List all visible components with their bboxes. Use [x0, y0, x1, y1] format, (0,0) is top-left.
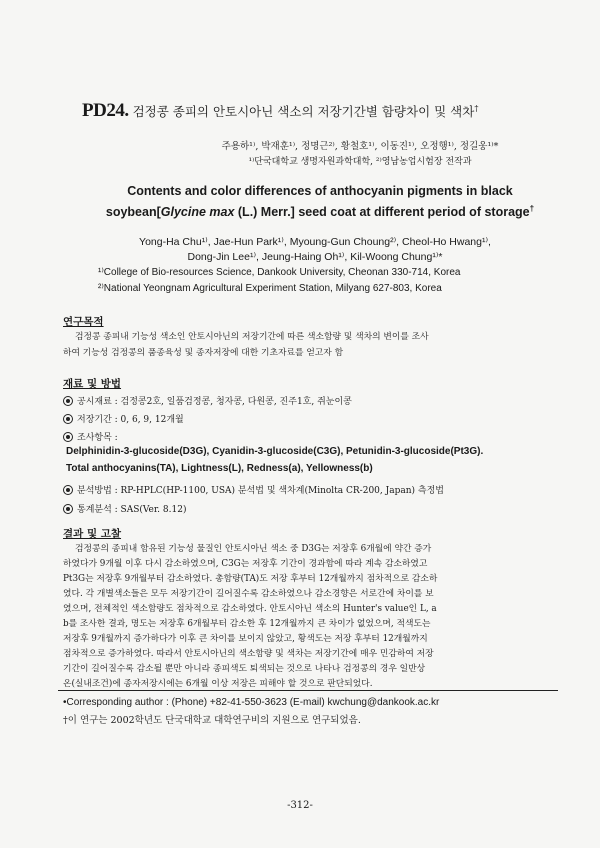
results-line: 검정콩의 종피내 함유된 기능성 물질인 안토시아닌 색소 중 D3G는 저장후 6개월에 약간 증가	[75, 544, 432, 554]
results-line: 하였다가 9개월 이후 다시 감소하였으며, C3G는 저장후 기간이 경과함에 따라 계속 감소하였고	[63, 559, 428, 569]
paper-title-en-line1: Contents and color differences of anthocyanin pigments in black	[127, 184, 513, 198]
species-name: Glycine max	[160, 205, 235, 220]
authors-en-line2: Dong-Jin Lee¹⁾, Jeung-Haing Oh¹⁾, Kil-Woong Chung¹⁾*	[187, 251, 443, 263]
results-line: b를 조사한 결과, 명도는 저장후 6개월부터 감소한 후 12개월까지 큰 차이가 없었으며, 적색도는	[63, 619, 431, 629]
method-item	[63, 430, 118, 443]
method-item	[63, 394, 352, 407]
bullet-icon	[63, 504, 73, 514]
bullet-icon	[63, 432, 73, 442]
results-line: Pt3G는 저장후 9개월부터 감소하였다. 총함량(TA)도 저장 후부터 12개월까지 점차적으로 감소하	[63, 574, 438, 584]
objective-line-1: 검정콩 종피내 기능성 색소인 안토시아닌의 저장기간에 따른 색소함량 및 색차의 변이를 조사	[75, 332, 429, 342]
method-text: 통계분석 : SAS(Ver. 8.12)	[77, 505, 187, 515]
bullet-icon	[63, 414, 73, 424]
results-line: 저장후 9개월까지 증가하다가 이후 큰 차이를 보이지 않았고, 황색도는 저장 후부터 12개월까지	[63, 634, 428, 644]
acknowledgement: †이 연구는 2002학년도 단국대학교 대학연구비의 지원으로 연구되었음.	[63, 715, 361, 726]
affiliation-en-2: ²⁾National Yeongnam Agricultural Experiment Station, Milyang 627-803, Korea	[98, 283, 442, 294]
method-text: 저장기간 : 0, 6, 9, 12개월	[77, 415, 184, 425]
results-line: 였다. 각 개별색소들은 모두 저장기간이 길어질수록 감소하였으나 감소경향은 서로간에 차이를 보	[63, 589, 434, 599]
title-en-part-c: (L.) Merr.] seed coat at different period of storage	[234, 205, 530, 220]
bullet-icon	[63, 485, 73, 495]
authors-kr: 주용하¹⁾, 박재훈¹⁾, 정명근²⁾, 황철호¹⁾, 이동진¹⁾, 오정행¹⁾, 정길웅¹⁾*	[221, 141, 499, 152]
method-item	[63, 412, 184, 425]
method-item	[63, 502, 186, 515]
results-line: 온(실내조건)에 종자저장시에는 6개월 이상 저장은 피해야 할 것으로 판단되었다.	[63, 679, 373, 689]
affiliation-kr: ¹⁾단국대학교 생명자원과학대학, ²⁾영남농업시험장 전작과	[248, 157, 472, 167]
results-heading: 결과 및 고찰	[63, 528, 122, 540]
method-text: 공시재료 : 검정콩2호, 일품검정콩, 청자콩, 다원콩, 진주1호, 쥐눈이콩	[77, 397, 352, 407]
paper-title-kr	[82, 100, 478, 122]
methods-heading: 재료 및 방법	[63, 378, 122, 390]
footer-divider	[58, 690, 558, 691]
paper-title-en-line2	[0, 204, 600, 219]
method-item	[63, 483, 444, 496]
bullet-icon	[63, 396, 73, 406]
page-number: -312-	[287, 800, 313, 811]
method-text: 분석방법 : RP-HPLC(HP-1100, USA) 분석법 및 색차계(Minolta CR-200, Japan) 측정법	[77, 486, 444, 496]
authors-en-line1: Yong-Ha Chu¹⁾, Jae-Hun Park¹⁾, Myoung-Gun Choung²⁾, Cheol-Ho Hwang¹⁾,	[139, 236, 491, 248]
results-line: 였으며, 전체적인 색소함량도 점차적으로 감소하였다. 안토시아닌 색소의 Hunter's value인 L, a	[63, 604, 437, 614]
survey-items-line1: Delphinidin-3-glucoside(D3G), Cyanidin-3-glucoside(C3G), Petunidin-3-glucoside(Pt3G).	[66, 446, 484, 457]
results-line: 기간이 길어질수록 감소될 뿐만 아니라 종피색도 퇴색되는 것으로 나타나 검정콩의 경우 일반상	[63, 664, 426, 674]
title-kr-text: 검정콩 종피의 안토시아닌 색소의 저장기간별 함량차이 및 색차	[132, 104, 475, 119]
abstract-code: PD24.	[82, 100, 129, 121]
method-text: 조사항목 :	[77, 433, 118, 443]
survey-items-line2: Total anthocyanins(TA), Lightness(L), Redness(a), Yellowness(b)	[66, 463, 373, 474]
results-line: 점차적으로 증가하였다. 따라서 안토시아닌의 색소함량 및 색차는 저장기간에 매우 민감하여 저장	[63, 649, 434, 659]
title-en-dagger: †	[529, 204, 535, 213]
objective-heading: 연구목적	[63, 316, 104, 328]
affiliation-en-1: ¹⁾College of Bio-resources Science, Dankook University, Cheonan 330-714, Korea	[98, 267, 461, 278]
title-en-part-a: soybean[	[105, 205, 161, 220]
title-dagger: †	[474, 102, 479, 113]
objective-line-2: 하여 기능성 검정콩의 품종육성 및 종자저장에 대한 기초자료를 얻고자 함	[63, 348, 344, 358]
corresponding-author: •Corresponding author : (Phone) +82-41-550-3623 (E-mail) kwchung@dankook.ac.kr	[63, 697, 440, 708]
